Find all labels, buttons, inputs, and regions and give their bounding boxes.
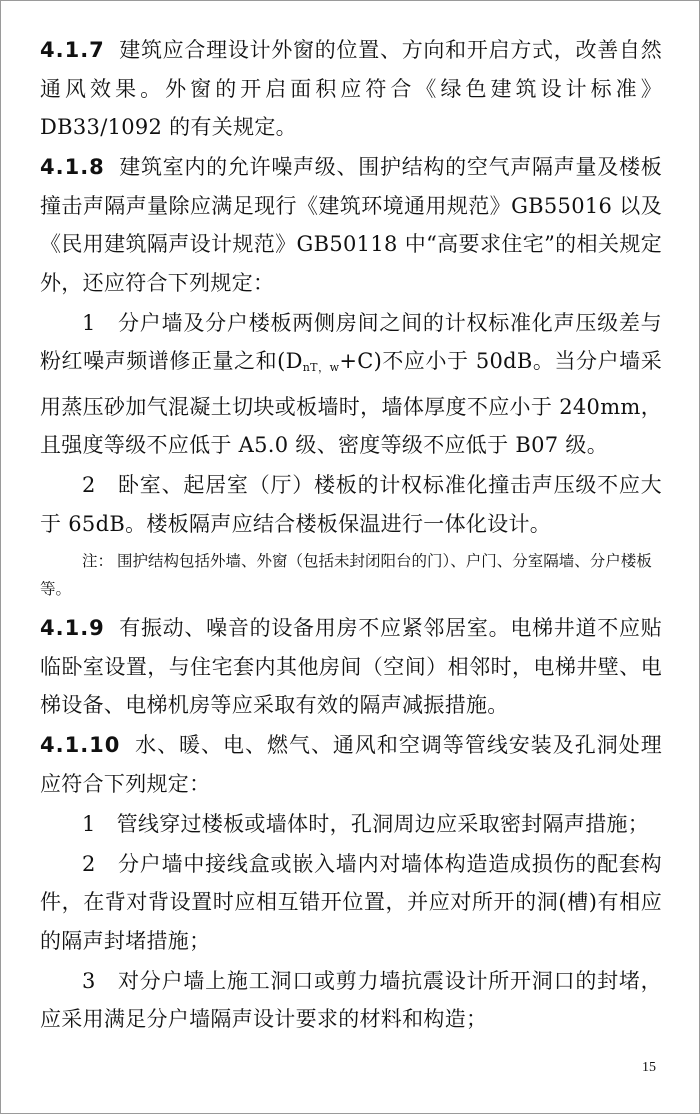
clause-text: 建筑应合理设计外窗的位置、方向和开启方式，改善自然通风效果。外窗的开启面积应符合《绿色建筑设计标准》DB33/1092 的有关规定。: [40, 38, 662, 139]
clause-4-1-10-item-3: [40, 962, 662, 1039]
item-text-before: 分户墙及分户楼板两侧房间之间的计权标准化声压级差与粉红噪声频谱修正量之和(D: [40, 310, 662, 373]
item-index: 2: [82, 851, 96, 876]
item-text: 卧室、起居室（厅）楼板的计权标准化撞击声压级不应大于 65dB。楼板隔声应结合楼板保温进行一体化设计。: [40, 473, 662, 536]
clause-4-1-10-item-1: [40, 805, 662, 844]
clause-4-1-8-item-2: [40, 466, 662, 543]
clause-number: 4.1.9: [40, 616, 105, 640]
clause-text: 有振动、噪音的设备用房不应紧邻居室。电梯井道不应贴临卧室设置，与住宅套内其他房间（空间）相邻时，电梯井壁、电梯设备、电梯机房等应采取有效的隔声减振措施。: [40, 616, 662, 717]
clause-text: 水、暖、电、燃气、通风和空调等管线安装及孔洞处理应符合下列规定：: [40, 733, 662, 796]
clause-text: 建筑室内的允许噪声级、围护结构的空气声隔声量及楼板撞击声隔声量除应满足现行《建筑环境通用规范》GB55016 以及《民用建筑隔声设计规范》GB50118 中“高要求住宅”的相关规定外，还应符合下列规定：: [40, 155, 662, 295]
page-content: [40, 31, 662, 1040]
note-text: 围护结构包括外墙、外窗（包括未封闭阳台的门）、户门、分室隔墙、分户楼板等。: [40, 552, 652, 598]
clause-number: 4.1.7: [40, 38, 105, 62]
item-text: 管线穿过楼板或墙体时，孔洞周边应采取密封隔声措施；: [116, 811, 650, 836]
item-index: 3: [82, 968, 96, 993]
item-index: 2: [82, 473, 96, 497]
clause-number: 4.1.8: [40, 155, 105, 179]
page-number: 15: [642, 1060, 656, 1075]
item-text: 分户墙中接线盒或嵌入墙内对墙体构造造成损伤的配套构件，在背对背设置时应相互错开位置，并应对所开的洞(槽)有相应的隔声封堵措施；: [40, 851, 662, 953]
item-index: 1: [82, 811, 96, 836]
clause-4-1-10: [40, 726, 662, 803]
clause-4-1-7: [40, 31, 662, 147]
clause-4-1-9: [40, 609, 662, 725]
clause-4-1-8-item-1: [40, 304, 662, 465]
clause-4-1-8: [40, 148, 662, 302]
clause-4-1-8-note: [40, 547, 662, 603]
item-text-after: +C)不应小于 50dB。当分户墙采用蒸压砂加气混凝土切块或板墙时，墙体厚度不应小于 240mm，且强度等级不应低于 A5.0 级、密度等级不应低于 B07 级。: [40, 349, 662, 457]
clause-4-1-10-item-2: [40, 845, 662, 961]
clause-number: 4.1.10: [40, 733, 121, 757]
note-label: 注：: [82, 552, 114, 570]
item-index: 1: [82, 310, 96, 335]
item-text: 对分户墙上施工洞口或剪力墙抗震设计所开洞口的封堵，应采用满足分户墙隔声设计要求的材料和构造；: [40, 968, 662, 1031]
item-subscript: nT，w: [302, 361, 340, 374]
